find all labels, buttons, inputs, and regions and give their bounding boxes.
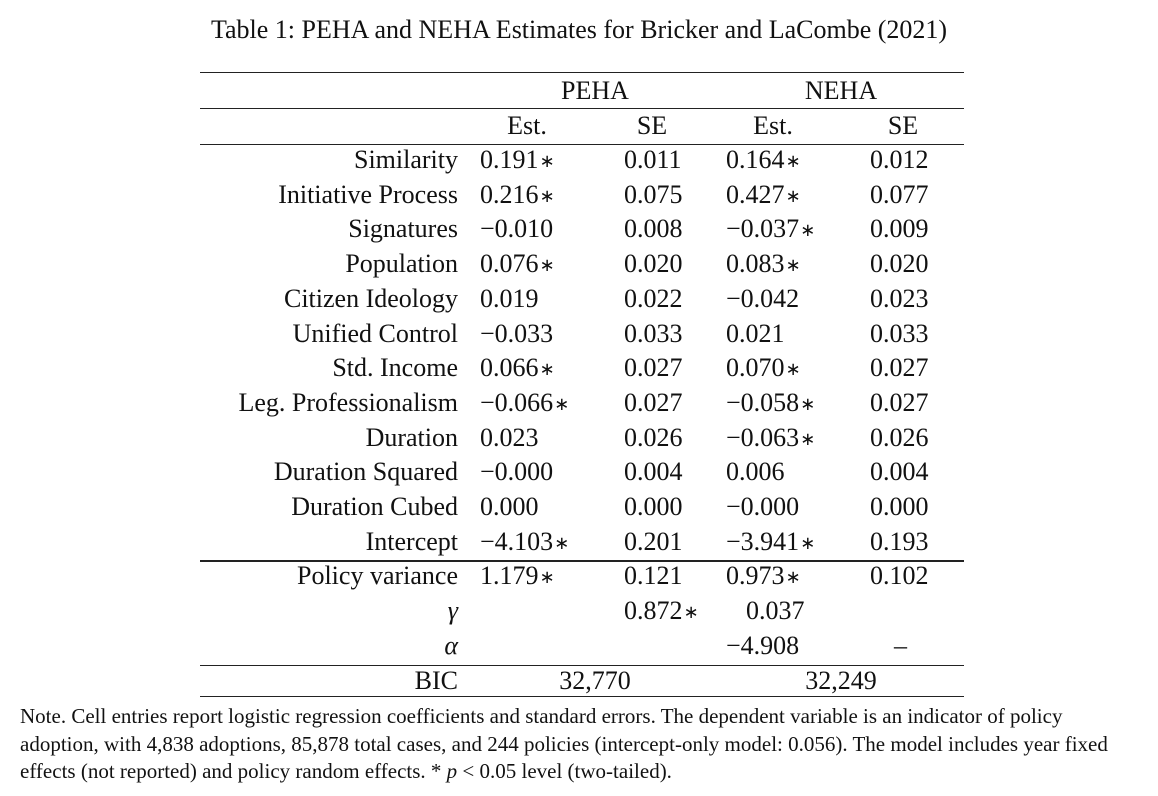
peha-se bbox=[624, 455, 683, 490]
peha-est bbox=[480, 247, 555, 282]
table-note bbox=[20, 703, 1145, 786]
peha-est-value: 0.019 bbox=[480, 283, 539, 313]
row-label: Citizen Ideology bbox=[283, 283, 458, 313]
neha-est bbox=[726, 212, 815, 247]
alpha-neha-est bbox=[726, 629, 799, 664]
gamma-neha-est bbox=[746, 594, 805, 629]
neha-est-value: −0.000 bbox=[726, 492, 800, 521]
row-label: Duration Cubed bbox=[291, 492, 458, 521]
row-label: Leg. Professionalism bbox=[238, 387, 458, 417]
neha-se bbox=[870, 490, 929, 525]
neha-se-value: 0.027 bbox=[870, 353, 929, 383]
neha-est-significance-mark: ∗ bbox=[785, 255, 801, 277]
peha-se bbox=[624, 143, 682, 178]
group-header-neha: NEHA bbox=[804, 76, 878, 105]
peha-se-value: 0.033 bbox=[624, 318, 683, 348]
peha-se-value: 0.121 bbox=[624, 561, 683, 591]
neha-se bbox=[870, 317, 929, 352]
peha-se bbox=[624, 212, 683, 247]
neha-se bbox=[870, 247, 929, 282]
peha-est bbox=[480, 317, 553, 352]
peha-est bbox=[480, 351, 555, 386]
neha-est-value: 0.006 bbox=[726, 457, 785, 487]
neha-est-significance-mark: ∗ bbox=[800, 393, 816, 415]
peha-se bbox=[624, 421, 683, 456]
neha-est bbox=[726, 351, 801, 386]
peha-se-value: 0.075 bbox=[624, 179, 683, 209]
peha-est-value: 1.179 bbox=[480, 561, 539, 591]
peha-est bbox=[480, 455, 553, 490]
peha-se-value: 0.011 bbox=[624, 145, 682, 174]
peha-est-value: −0.010 bbox=[480, 214, 554, 244]
neha-est-value: 0.164 bbox=[726, 145, 785, 174]
peha-est bbox=[480, 525, 569, 560]
neha-est-value: 0.070 bbox=[726, 353, 785, 383]
peha-se bbox=[624, 559, 683, 594]
neha-est bbox=[726, 282, 799, 317]
peha-se bbox=[624, 525, 683, 560]
row-label: Intercept bbox=[365, 526, 458, 556]
row-label: Initiative Process bbox=[278, 179, 458, 209]
neha-se-value: 0.026 bbox=[870, 422, 929, 452]
alpha-neha-est-value: −4.908 bbox=[726, 630, 800, 660]
peha-se-value: 0.008 bbox=[624, 214, 683, 244]
row-label-gamma: γ bbox=[447, 596, 458, 626]
peha-est-value: 0.076 bbox=[480, 249, 539, 279]
neha-se-value: 0.000 bbox=[870, 492, 929, 521]
peha-se-value: 0.022 bbox=[624, 283, 683, 313]
peha-est-value: −0.000 bbox=[480, 457, 554, 487]
neha-se bbox=[870, 559, 929, 594]
gamma-peha-se bbox=[624, 594, 699, 629]
peha-se-value: 0.004 bbox=[624, 457, 683, 487]
peha-se bbox=[624, 386, 683, 421]
neha-est-value: 0.973 bbox=[726, 561, 785, 591]
gamma-peha-se-significance-mark: ∗ bbox=[683, 602, 699, 624]
gamma-neha-est-value: 0.037 bbox=[746, 596, 805, 626]
row-label: Signatures bbox=[348, 214, 458, 244]
group-rule bbox=[200, 108, 964, 109]
peha-se-value: 0.201 bbox=[624, 526, 683, 556]
peha-est bbox=[480, 212, 553, 247]
peha-est-significance-mark: ∗ bbox=[554, 393, 570, 415]
neha-est-value: −0.063 bbox=[726, 422, 800, 452]
neha-est bbox=[726, 247, 801, 282]
row-label: Similarity bbox=[354, 145, 458, 174]
neha-se-value: 0.004 bbox=[870, 457, 929, 487]
neha-se-value: 0.023 bbox=[870, 283, 929, 313]
row-label-bic: BIC bbox=[414, 665, 458, 695]
peha-se-value: 0.000 bbox=[624, 492, 683, 521]
row-label: Duration Squared bbox=[273, 457, 458, 487]
neha-se-value: 0.009 bbox=[870, 214, 929, 244]
gamma-peha-se-value: 0.872 bbox=[624, 596, 683, 626]
peha-se bbox=[624, 351, 683, 386]
neha-est-significance-mark: ∗ bbox=[785, 359, 801, 381]
neha-se-value: 0.102 bbox=[870, 561, 929, 591]
neha-est-significance-mark: ∗ bbox=[785, 567, 801, 589]
peha-est-significance-mark: ∗ bbox=[539, 255, 555, 277]
peha-se-value: 0.026 bbox=[624, 422, 683, 452]
bottom-rule bbox=[200, 696, 964, 697]
peha-est bbox=[480, 559, 555, 594]
neha-se-value: 0.077 bbox=[870, 179, 929, 209]
peha-est-significance-mark: ∗ bbox=[539, 185, 555, 207]
peha-est-significance-mark: ∗ bbox=[554, 532, 570, 554]
peha-se-value: 0.027 bbox=[624, 387, 683, 417]
neha-est-value: −3.941 bbox=[726, 526, 800, 556]
neha-se-value: 0.193 bbox=[870, 526, 929, 556]
note-text-end: < 0.05 level (two-tailed). bbox=[457, 759, 672, 783]
alpha-neha-se-value: – bbox=[894, 630, 907, 660]
peha-est bbox=[480, 143, 555, 178]
neha-est-value: −0.042 bbox=[726, 283, 800, 313]
peha-est bbox=[480, 421, 539, 456]
neha-se bbox=[870, 386, 929, 421]
note-text: Note. Cell entries report logistic regression coefficients and standard errors. The dependent variable is an indicator of policy adoption, with 4,838 adoptions, 85,878 total cases, and 244 policies (intercept-only model: 0.056). The model includes year fixed effects (not reported) and policy random effects. * bbox=[20, 704, 1108, 783]
peha-est-value: 0.216 bbox=[480, 179, 539, 209]
peha-est-significance-mark: ∗ bbox=[539, 359, 555, 381]
neha-se-value: 0.012 bbox=[870, 145, 929, 174]
neha-se bbox=[870, 178, 929, 213]
row-label: Duration bbox=[365, 422, 458, 452]
peha-se bbox=[624, 282, 683, 317]
neha-est-value: 0.083 bbox=[726, 249, 785, 279]
row-label: Unified Control bbox=[292, 318, 458, 348]
neha-est-significance-mark: ∗ bbox=[785, 185, 801, 207]
neha-est bbox=[726, 559, 801, 594]
row-label: Std. Income bbox=[332, 353, 458, 383]
neha-se bbox=[870, 143, 929, 178]
subheader-3: SE bbox=[887, 111, 919, 140]
neha-est bbox=[726, 421, 815, 456]
note-p-symbol: p bbox=[446, 759, 458, 783]
neha-se bbox=[870, 421, 929, 456]
subheader-0: Est. bbox=[507, 111, 547, 140]
neha-se bbox=[870, 212, 929, 247]
neha-est-significance-mark: ∗ bbox=[785, 151, 801, 172]
neha-se-value: 0.020 bbox=[870, 249, 929, 279]
neha-se-value: 0.027 bbox=[870, 387, 929, 417]
peha-est bbox=[480, 490, 539, 525]
neha-est-value: −0.037 bbox=[726, 214, 800, 244]
neha-se bbox=[870, 525, 929, 560]
neha-est-value: 0.021 bbox=[726, 318, 785, 348]
neha-est bbox=[726, 386, 815, 421]
peha-se bbox=[624, 317, 683, 352]
peha-est-value: 0.000 bbox=[480, 492, 539, 521]
peha-est-significance-mark: ∗ bbox=[539, 151, 555, 172]
peha-est-value: −0.066 bbox=[480, 387, 554, 417]
neha-est-value: −0.058 bbox=[726, 387, 800, 417]
bic-peha: 32,770 bbox=[559, 665, 631, 695]
neha-est bbox=[726, 317, 785, 352]
row-label: Policy variance bbox=[297, 561, 458, 591]
neha-se bbox=[870, 455, 929, 490]
neha-est bbox=[726, 490, 799, 525]
peha-est-significance-mark: ∗ bbox=[539, 567, 555, 589]
peha-se-value: 0.020 bbox=[624, 249, 683, 279]
neha-se bbox=[870, 282, 929, 317]
top-rule bbox=[200, 72, 964, 73]
row-label: Population bbox=[345, 249, 458, 279]
neha-est-significance-mark: ∗ bbox=[800, 220, 816, 242]
peha-est bbox=[480, 282, 539, 317]
alpha-neha-se bbox=[894, 629, 907, 664]
peha-se bbox=[624, 178, 683, 213]
neha-est-significance-mark: ∗ bbox=[800, 532, 816, 554]
bic-neha: 32,249 bbox=[805, 665, 877, 695]
neha-se-value: 0.033 bbox=[870, 318, 929, 348]
peha-se bbox=[624, 490, 683, 525]
subheader-2: Est. bbox=[753, 111, 793, 140]
peha-est-value: 0.191 bbox=[480, 145, 539, 174]
neha-est bbox=[726, 178, 801, 213]
peha-est-value: −4.103 bbox=[480, 526, 554, 556]
group-header-peha: PEHA bbox=[561, 76, 629, 105]
neha-est-value: 0.427 bbox=[726, 179, 785, 209]
peha-est bbox=[480, 178, 555, 213]
neha-est bbox=[726, 455, 785, 490]
peha-est-value: 0.023 bbox=[480, 422, 539, 452]
table-caption: Table 1: PEHA and NEHA Estimates for Bricker and LaCombe (2021) bbox=[210, 15, 948, 44]
peha-se-value: 0.027 bbox=[624, 353, 683, 383]
neha-est-significance-mark: ∗ bbox=[800, 428, 816, 450]
peha-est-value: −0.033 bbox=[480, 318, 554, 348]
peha-est-value: 0.066 bbox=[480, 353, 539, 383]
peha-se bbox=[624, 247, 683, 282]
subheader-1: SE bbox=[636, 111, 668, 140]
neha-est bbox=[726, 525, 815, 560]
peha-est bbox=[480, 386, 569, 421]
row-label-alpha: α bbox=[444, 630, 458, 660]
neha-est bbox=[726, 143, 801, 178]
neha-se bbox=[870, 351, 929, 386]
